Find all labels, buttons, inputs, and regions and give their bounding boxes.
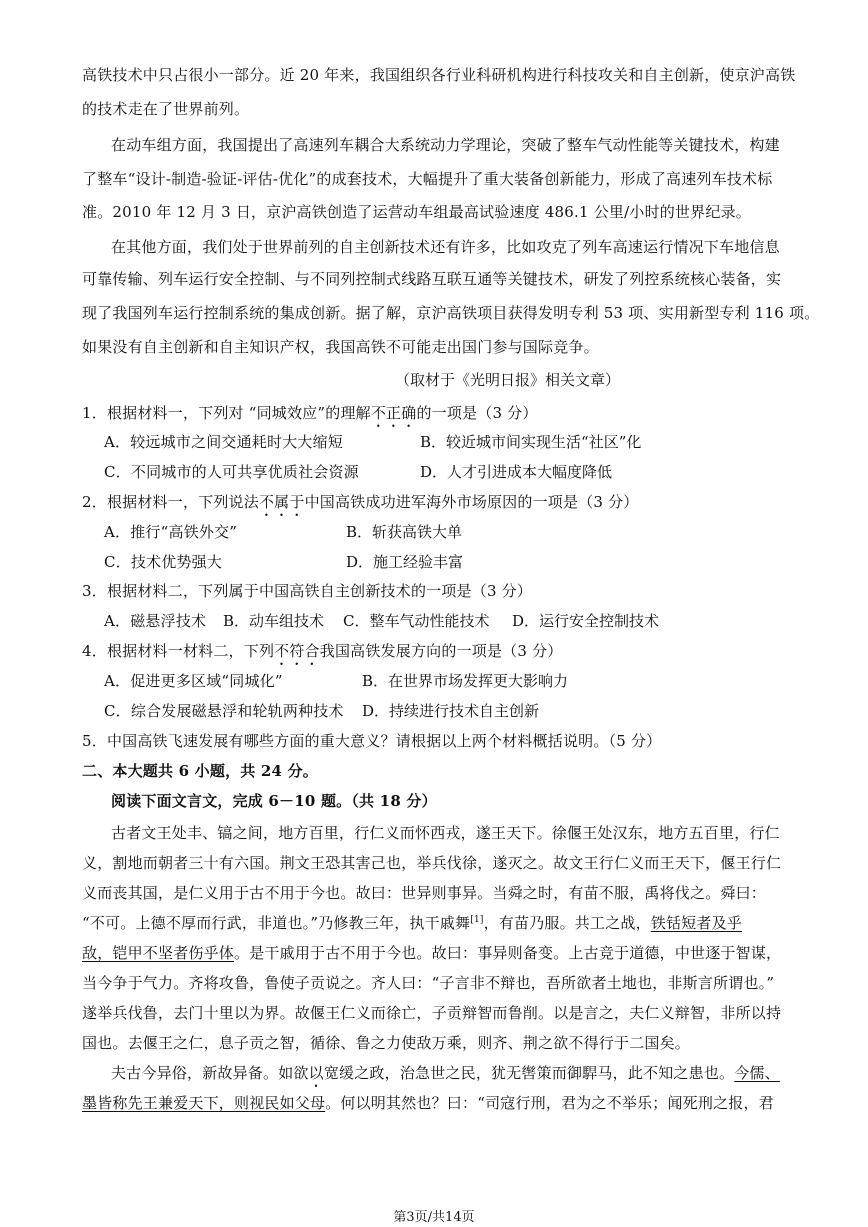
passage-line — [82, 912, 742, 933]
question-5: 5．中国高铁飞速发展有哪些方面的重大意义？请根据以上两个材料概括说明。（5 分） — [82, 732, 662, 750]
material-text-line: 的技术走在了世界前列。 — [82, 100, 250, 118]
question-4 — [82, 640, 562, 669]
option-3b: B．动车组技术 — [223, 612, 325, 630]
material-text-line: 现了我国列车运行控制系统的集成创新。据了解，京沪高铁项目获得发明专利 53 项、实用新型专利 116 项。 — [82, 304, 820, 322]
question-4-emphasis: 不符合 — [274, 642, 320, 660]
question-1-pre: 1．根据材料一，下列对 “同城效应”的理解 — [82, 404, 371, 422]
question-1 — [82, 402, 538, 431]
option-1a: A．较远城市之间交通耗时大大缩短 — [104, 433, 344, 451]
passage-segment: 夫古今异俗，新故异备。如欲 — [111, 1064, 309, 1082]
option-2a: A．推行“高铁外交” — [104, 523, 238, 541]
question-4-post: 我国高铁发展方向的一项是（3 分） — [319, 642, 563, 660]
option-4c: C．综合发展磁悬浮和轮轨两种技术 — [104, 702, 344, 720]
passage-segment: ，有苗乃服。共工之战， — [483, 914, 651, 932]
passage-segment: 。是干戚用于古不用于今也。故曰：事异则备变。上古竞于道德，中世逐于智谋， — [234, 944, 782, 962]
option-3d: D．运行安全控制技术 — [512, 612, 660, 630]
material-text-line: 在其他方面，我们处于世界前列的自主创新技术还有许多，比如攻克了列车高速运行情况下车地信息 — [111, 238, 780, 256]
passage-line: 义而丧其国，是仁义用于古不用于今也。故曰：世异则事异。当舜之时，有苗不服，禹将伐之。舜曰： — [82, 884, 767, 902]
option-3a: A．磁悬浮技术 — [104, 612, 207, 630]
passage-line — [82, 1092, 774, 1113]
material-text-line: 可靠传输、列车运行安全控制、与不同列控制式线路互联互通等关键技术，研发了列控系统核心装备，实 — [82, 270, 782, 288]
question-4-pre: 4．根据材料一材料二，下列 — [82, 642, 275, 660]
passage-line: 遂举兵伐鲁，去门十里以为界。故偃王仁义而徐亡，子贡辩智而鲁削。以是言之，夫仁义辩智，非所以持 — [82, 1004, 782, 1022]
passage-line: 当今争于气力。齐将攻鲁，鲁使子贡说之。齐人曰：“子言非不辩也，吾所欲者土地也，非斯言所谓也。” — [82, 974, 775, 992]
underlined-sentence: 今儒、 — [734, 1064, 780, 1082]
option-4d: D．持续进行技术自主创新 — [362, 702, 540, 720]
section-instruction: 阅读下面文言文，完成 6－10 题。（共 18 分） — [111, 792, 437, 810]
material-text-line: 在动车组方面，我国提出了高速列车耦合大系统动力学理论，突破了整车气动性能等关键技术，构建 — [111, 136, 780, 154]
section-heading: 二、本大题共 6 小题，共 24 分。 — [82, 762, 319, 780]
emphasized-character: 以 — [308, 1064, 324, 1082]
question-1-emphasis: 不正确 — [370, 404, 417, 422]
material-text-line: 准。2010 年 12 月 3 日，京沪高铁创造了运营动车组最高试验速度 486.1 公里/小时的世界纪录。 — [82, 203, 751, 221]
passage-segment: “不可。上德不厚而行武，非道也。”乃修教三年，执干戚舞 — [82, 914, 471, 932]
page-number-footer: 第3页/共14页 — [393, 1210, 475, 1225]
footnote-marker: [1] — [470, 915, 484, 925]
material-text-line: 了整车“设计-制造-验证-评估-优化”的成套技术，大幅提升了重大装备创新能力，形成了高速列车技术标 — [82, 170, 773, 188]
passage-line: 义，割地而朝者三十有六国。荆文王恐其害己也，举兵伐徐，遂灭之。故文王行仁义而王天下，偃王行仁 — [82, 854, 782, 872]
option-2b: B．斩获高铁大单 — [346, 523, 463, 541]
option-3c: C．整车气动性能技术 — [343, 612, 490, 630]
question-3: 3．根据材料二，下列属于中国高铁自主创新技术的一项是（3 分） — [82, 582, 533, 600]
option-2d: D．施工经验丰富 — [346, 553, 464, 571]
option-1b: B．较近城市间实现生活“社区”化 — [420, 433, 642, 451]
material-text-line: 高铁技术中只占很小一部分。近 20 年来，我国组织各行业科研机构进行科技攻关和自主创新，使京沪高铁 — [82, 66, 796, 84]
question-2-post: 中国高铁成功进军海外市场原因的一项是（3 分） — [304, 493, 639, 511]
question-1-post: 的一项是（3 分） — [416, 404, 538, 422]
passage-line: 古者文王处丰、镐之间，地方百里，行仁义而怀西戎，遂王天下。徐偃王处汉东，地方五百里，行仁 — [111, 824, 780, 842]
question-2-pre: 2．根据材料一，下列说法 — [82, 493, 259, 511]
passage-line: 国也。去偃王之仁，息子贡之智，循徐、鲁之力使敌万乘，则齐、荆之欲不得行于二国矣。 — [82, 1034, 691, 1052]
option-2c: C．技术优势强大 — [104, 553, 223, 571]
option-4b: B．在世界市场发挥更大影响力 — [362, 672, 569, 690]
passage-segment: 宽缓之政，治急世之民，犹无辔策而御駻马，此不知之患也。 — [323, 1064, 735, 1082]
underlined-sentence: 墨皆称先王兼爱天下，则视民如父母 — [82, 1094, 326, 1112]
underlined-sentence: 敌，铠甲不坚者伤乎体 — [82, 944, 235, 962]
source-citation: （取材于《光明日报》相关文章） — [395, 371, 621, 389]
option-4a: A．促进更多区域“同城化” — [104, 672, 283, 690]
option-1c: C．不同城市的人可共享优质社会资源 — [104, 463, 359, 481]
question-2 — [82, 491, 638, 520]
passage-line — [82, 942, 781, 963]
underlined-sentence: 铁铦短者及乎 — [650, 914, 743, 932]
option-1d: D．人才引进成本大幅度降低 — [420, 463, 613, 481]
question-2-emphasis: 不属于 — [258, 493, 305, 511]
passage-segment: 。何以明其然也？曰：“司寇行刑，君为之不举乐；闻死刑之报，君 — [325, 1094, 774, 1112]
material-text-line: 如果没有自主创新和自主知识产权，我国高铁不可能走出国门参与国际竞争。 — [82, 338, 599, 356]
passage-line — [111, 1062, 780, 1091]
